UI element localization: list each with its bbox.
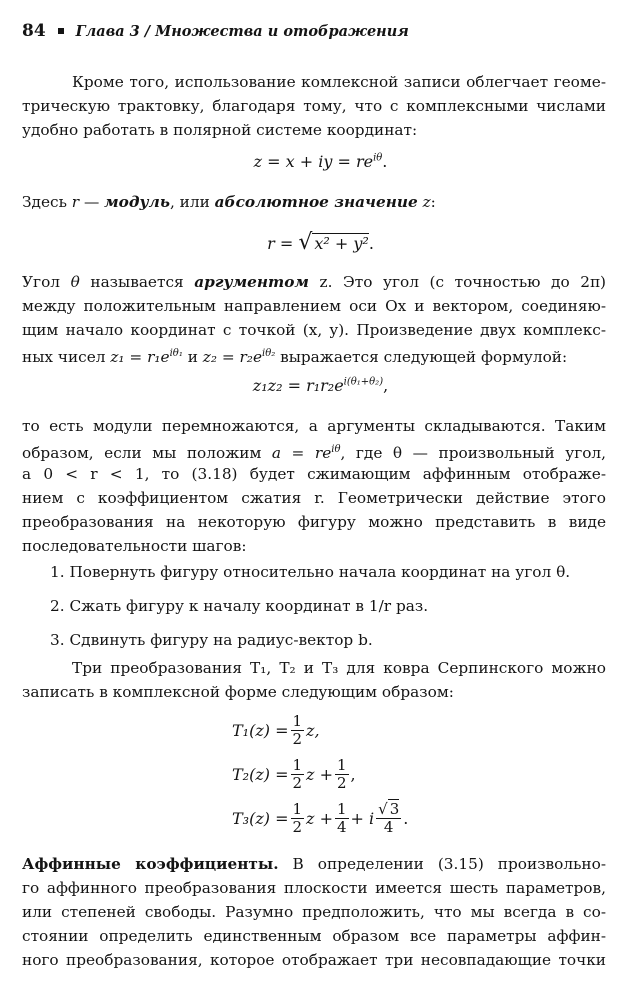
text-line: ного преобразования, которое отображает три несовпадающие точки [22,951,606,969]
term-absolute-value: абсолютное значение [214,193,418,211]
list-item: 3. Сдвинуть фигуру на радиус-вектор b. [50,631,373,649]
equation-t2: T₂(z) = $\frac{1}{2}$ z + $\frac{1}{2}$ , [232,755,356,792]
chapter-title: Глава 3 / Множества и отображения [75,23,409,40]
transform-equations [232,708,408,840]
text-line: то есть модули перемножаются, а аргументы складываются. Таким [22,417,606,435]
text-line: между положительным направлением оси Ox и вектором, соединяю- [22,297,606,315]
text-line: стоянии определить единственным образом все параметры аффин- [22,927,606,945]
equation-t3: T₃(z) = $\frac{1}{2}$ z + $\frac{1}{4}$ + i $\frac{√ 3}{4}$ . [232,799,409,836]
text-line: щим начало координат с точкой (x, y). Произведение двух комплекс- [22,321,606,339]
section-heading: Аффинные коэффициенты. [22,855,279,873]
paragraph-contraction: то есть модули перемножаются, а аргументы складываются. Таким образом, если мы положим $a = re^{i\theta}$, где θ — произвольный угол, а 0 < r < 1, то (3.18) будет сжимающим аффинным отображе- нием с коэффициентом сжатия r. Геометрически действие этого преобразования на некоторую фигуру можно представить в виде последовательности шагов: [22,414,606,558]
page-number: 84 [22,21,46,41]
term-argument: аргументом [194,273,309,291]
header-bullet [58,28,64,34]
text-line: или степеней свободы. Разумно предположить, что мы всегда в со- [22,903,606,921]
text-line: нием с коэффициентом сжатия r. Геометрически действие этого [22,489,606,507]
text-line: а 0 < r < 1, то (3.18) будет сжимающим аффинным отображе- [22,465,606,483]
text-line: удобно работать в полярной системе координат: [22,121,418,139]
term-modulus: модуль [104,193,170,211]
equation-modulus: r = √ x² + y². [267,230,374,255]
list-item: 1. Повернуть фигуру относительно начала координат на угол θ. [50,563,571,581]
text-line: записать в комплексной форме следующим образом: [22,683,454,701]
steps-list [50,560,606,662]
list-item: 2. Сжать фигуру к началу координат в 1/r раз. [50,597,429,615]
text-line: последовательности шагов: [22,537,247,555]
text-line: го аффинного преобразования плоскости имеется шесть параметров, [22,879,606,897]
equation-polar-form: z = x + iy = $re^{i\theta}$. [253,152,388,171]
text-line: Три преобразования T₁, T₂ и T₃ для ковра Серпинского можно [72,659,606,677]
paragraph-complex-notation [22,70,606,142]
paragraph-sierpinski [22,656,606,704]
running-header [22,21,612,43]
text-line: трическую трактовку, благодаря тому, что с комплексными числами [22,97,606,115]
paragraph-argument: Угол θ называется аргументом z. Это угол (с точностью до 2π) между положительным направлением оси Ox и вектором, соединяю- щим начало координат с точкой (x, y). Произведение двух комплекс- ных чисел $z_1 = r_1e^{i\theta_1}$ и $z_2 = r_2e^{i\theta_2}$ выражается следующей формулой: [22,273,606,366]
equation-t1: T₁(z) = $\frac{1}{2}$ z, [232,711,320,748]
text-line: Кроме того, использование комлексной записи облегчает геоме- [72,73,606,91]
paragraph-modulus: Здесь r — модуль, или абсолютное значение z: [22,193,436,211]
paragraph-affine-coefficients: Аффинные коэффициенты. В определении (3.15) произвольно- го аффинного преобразования плоскости имеется шесть параметров, или степеней свободы. Разумно предположить, что мы всегда в со- стоянии определить единственным образом все параметры аффин- ного преобразования, которое отображает три несовпадающие точки [22,852,606,972]
text-line: преобразования на некоторую фигуру можно представить в виде [22,513,606,531]
equation-product: $z_1z_2 = r_1r_2e^{i(\theta_1+\theta_2)}$, [252,376,389,395]
